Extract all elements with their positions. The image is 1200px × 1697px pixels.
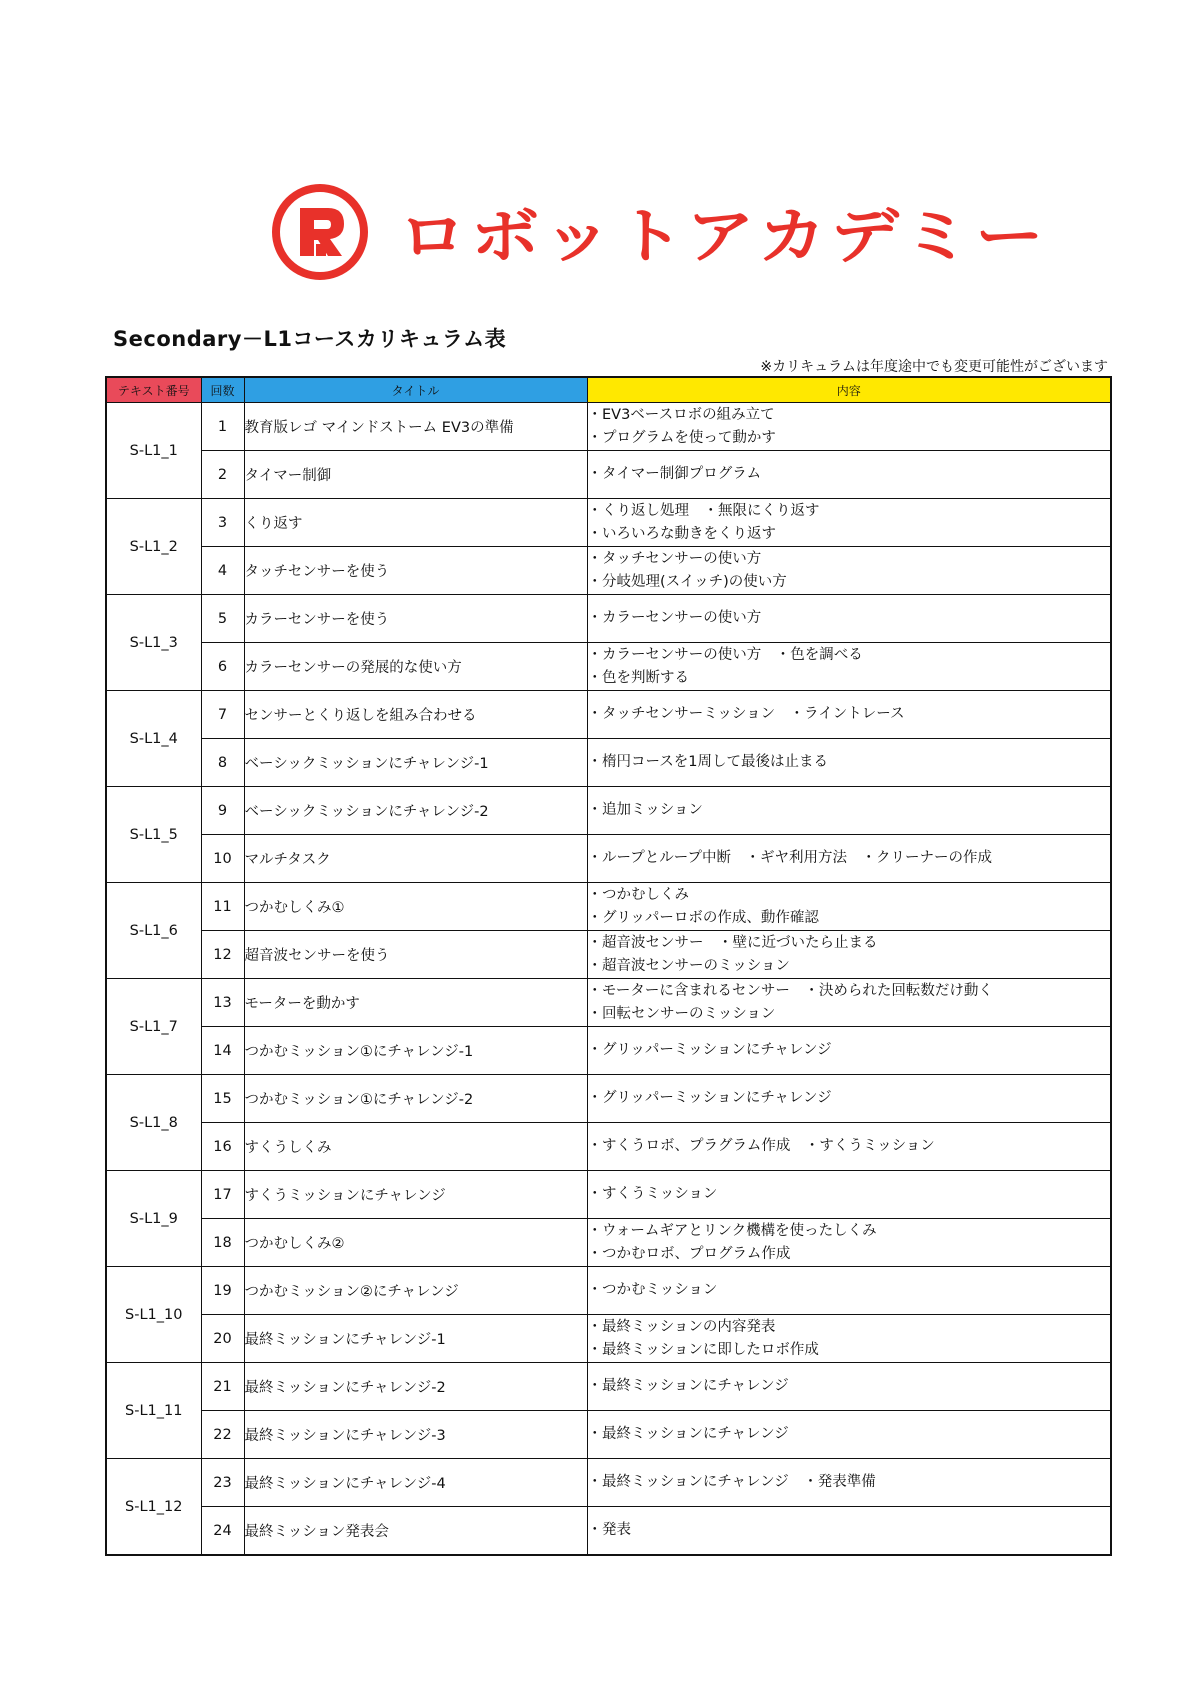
lesson-number-cell: 5 <box>201 595 244 643</box>
lesson-content-cell <box>587 403 1111 451</box>
table-row <box>106 595 1111 643</box>
lesson-content-cell <box>587 451 1111 499</box>
content-line: ・つかむロボ、プログラム作成 <box>587 1245 791 1262</box>
lesson-content-cell <box>587 595 1111 643</box>
lesson-content-cell <box>587 499 1111 547</box>
lesson-number-cell: 13 <box>201 979 244 1027</box>
content-line: ・グリッパーミッションにチャレンジ <box>587 1090 832 1106</box>
text-number-cell: S-L1_7 <box>106 979 201 1075</box>
lesson-content-cell <box>587 835 1111 883</box>
text-number-cell: S-L1_12 <box>106 1459 201 1556</box>
content-line: ・最終ミッションに即したロボ作成 <box>587 1341 819 1358</box>
table-row <box>106 403 1111 451</box>
page-title: Secondary－L1コースカリキュラム表 <box>113 327 507 351</box>
lesson-content-cell <box>587 1267 1111 1315</box>
table-row <box>106 787 1111 835</box>
lesson-title-cell: 最終ミッションにチャレンジ-3 <box>244 1411 587 1459</box>
lesson-number-cell: 20 <box>201 1315 244 1363</box>
table-row <box>106 1507 1111 1556</box>
content-line: ・すくうロボ、プラグラム作成 ・すくうミッション <box>587 1138 935 1154</box>
content-line: ・つかむしくみ <box>587 886 689 903</box>
lesson-title-cell: カラーセンサーの発展的な使い方 <box>244 643 587 691</box>
table-row <box>106 835 1111 883</box>
table-row <box>106 499 1111 547</box>
lesson-content-cell <box>587 883 1111 931</box>
text-number-cell: S-L1_1 <box>106 403 201 499</box>
table-row <box>106 643 1111 691</box>
lesson-number-cell: 2 <box>201 451 244 499</box>
lesson-number-cell: 9 <box>201 787 244 835</box>
lesson-content-cell <box>587 1123 1111 1171</box>
curriculum-note: ※カリキュラムは年度途中でも変更可能性がございます <box>760 359 1108 375</box>
table-row <box>106 1363 1111 1411</box>
content-line: ・くり返し処理 ・無限にくり返す <box>587 502 820 519</box>
lesson-title-cell: 最終ミッションにチャレンジ-2 <box>244 1363 587 1411</box>
table-row <box>106 1075 1111 1123</box>
lesson-number-cell: 8 <box>201 739 244 787</box>
content-line: ・いろいろな動きをくり返す <box>587 525 776 542</box>
content-line: ・ウォームギアとリンク機構を使ったしくみ <box>587 1222 877 1239</box>
content-line: ・タッチセンサーミッション ・ライントレース <box>587 706 905 722</box>
lesson-number-cell: 1 <box>201 403 244 451</box>
table-row <box>106 883 1111 931</box>
text-number-cell: S-L1_11 <box>106 1363 201 1459</box>
content-line: ・回転センサーのミッション <box>587 1005 776 1022</box>
table-row <box>106 739 1111 787</box>
content-line: ・最終ミッションにチャレンジ <box>587 1378 789 1394</box>
text-number-cell: S-L1_10 <box>106 1267 201 1363</box>
content-line: ・つかむミッション <box>587 1282 718 1298</box>
header-content: 内容 <box>587 377 1111 403</box>
lesson-title-cell: 最終ミッションにチャレンジ-1 <box>244 1315 587 1363</box>
lesson-content-cell <box>587 1315 1111 1363</box>
content-line: ・最終ミッションの内容発表 <box>587 1318 776 1335</box>
lesson-title-cell: マルチタスク <box>244 835 587 883</box>
content-line: ・モーターに含まれるセンサー ・決められた回転数だけ動く <box>587 982 993 999</box>
lesson-content-cell <box>587 1363 1111 1411</box>
table-row <box>106 1123 1111 1171</box>
table-row <box>106 1219 1111 1267</box>
content-line: ・プログラムを使って動かす <box>587 429 776 446</box>
lesson-title-cell: センサーとくり返しを組み合わせる <box>244 691 587 739</box>
table-row <box>106 1315 1111 1363</box>
lesson-content-cell <box>587 1459 1111 1507</box>
lesson-content-cell <box>587 1219 1111 1267</box>
table-row <box>106 1459 1111 1507</box>
lesson-number-cell: 15 <box>201 1075 244 1123</box>
lesson-title-cell: すくうミッションにチャレンジ <box>244 1171 587 1219</box>
content-line: ・色を判断する <box>587 669 689 686</box>
table-row <box>106 451 1111 499</box>
table-row <box>106 1027 1111 1075</box>
lesson-title-cell: くり返す <box>244 499 587 547</box>
lesson-number-cell: 22 <box>201 1411 244 1459</box>
lesson-title-cell: 教育版レゴ マインドストーム EV3の準備 <box>244 403 587 451</box>
brand-logo <box>270 182 1048 282</box>
content-line: ・最終ミッションにチャレンジ ・発表準備 <box>587 1474 876 1490</box>
lesson-title-cell: 超音波センサーを使う <box>244 931 587 979</box>
header-title: タイトル <box>244 377 587 403</box>
content-line: ・分岐処理(スイッチ)の使い方 <box>587 573 787 590</box>
lesson-number-cell: 6 <box>201 643 244 691</box>
lesson-number-cell: 4 <box>201 547 244 595</box>
lesson-content-cell <box>587 691 1111 739</box>
table-row <box>106 547 1111 595</box>
lesson-number-cell: 18 <box>201 1219 244 1267</box>
lesson-title-cell: つかむミッション①にチャレンジ-1 <box>244 1027 587 1075</box>
table-header-row <box>106 377 1111 403</box>
content-line: ・発表 <box>587 1522 631 1538</box>
text-number-cell: S-L1_5 <box>106 787 201 883</box>
content-line: ・超音波センサーのミッション <box>587 957 790 974</box>
lesson-number-cell: 24 <box>201 1507 244 1556</box>
lesson-title-cell: モーターを動かす <box>244 979 587 1027</box>
lesson-title-cell: つかむミッション①にチャレンジ-2 <box>244 1075 587 1123</box>
text-number-cell: S-L1_3 <box>106 595 201 691</box>
table-row <box>106 691 1111 739</box>
content-line: ・EV3ベースロボの組み立て <box>587 406 775 423</box>
lesson-number-cell: 7 <box>201 691 244 739</box>
curriculum-table <box>105 376 1112 1556</box>
lesson-content-cell <box>587 1027 1111 1075</box>
lesson-title-cell: つかむしくみ② <box>244 1219 587 1267</box>
lesson-number-cell: 21 <box>201 1363 244 1411</box>
lesson-title-cell: すくうしくみ <box>244 1123 587 1171</box>
robot-academy-logo-icon <box>270 182 370 282</box>
lesson-number-cell: 19 <box>201 1267 244 1315</box>
text-number-cell: S-L1_9 <box>106 1171 201 1267</box>
table-row <box>106 931 1111 979</box>
lesson-number-cell: 23 <box>201 1459 244 1507</box>
lesson-content-cell <box>587 1507 1111 1556</box>
lesson-title-cell: カラーセンサーを使う <box>244 595 587 643</box>
content-line: ・カラーセンサーの使い方 ・色を調べる <box>587 646 863 663</box>
text-number-cell: S-L1_6 <box>106 883 201 979</box>
content-line: ・追加ミッション <box>587 802 703 818</box>
lesson-title-cell: つかむしくみ① <box>244 883 587 931</box>
lesson-number-cell: 12 <box>201 931 244 979</box>
text-number-cell: S-L1_2 <box>106 499 201 595</box>
content-line: ・すくうミッション <box>587 1186 718 1202</box>
table-row <box>106 1411 1111 1459</box>
lesson-content-cell <box>587 1411 1111 1459</box>
lesson-number-cell: 17 <box>201 1171 244 1219</box>
lesson-number-cell: 16 <box>201 1123 244 1171</box>
lesson-title-cell: タイマー制御 <box>244 451 587 499</box>
content-line: ・タイマー制御プログラム <box>587 466 762 482</box>
content-line: ・最終ミッションにチャレンジ <box>587 1426 789 1442</box>
lesson-title-cell: つかむミッション②にチャレンジ <box>244 1267 587 1315</box>
table-row <box>106 1171 1111 1219</box>
content-line: ・タッチセンサーの使い方 <box>587 550 762 567</box>
content-line: ・カラーセンサーの使い方 <box>587 610 762 626</box>
lesson-content-cell <box>587 1171 1111 1219</box>
lesson-content-cell <box>587 787 1111 835</box>
lesson-title-cell: タッチセンサーを使う <box>244 547 587 595</box>
lesson-number-cell: 3 <box>201 499 244 547</box>
lesson-title-cell: 最終ミッション発表会 <box>244 1507 587 1556</box>
lesson-number-cell: 14 <box>201 1027 244 1075</box>
lesson-content-cell <box>587 643 1111 691</box>
lesson-number-cell: 10 <box>201 835 244 883</box>
header-text-number: テキスト番号 <box>106 377 201 403</box>
lesson-title-cell: ベーシックミッションにチャレンジ-1 <box>244 739 587 787</box>
content-line: ・グリッパーロボの作成、動作確認 <box>587 909 819 926</box>
brand-name: ロボットアカデミー <box>398 202 1048 272</box>
content-line: ・超音波センサー ・壁に近づいたら止まる <box>587 934 878 951</box>
content-line: ・ループとループ中断 ・ギヤ利用方法 ・クリーナーの作成 <box>587 850 993 866</box>
content-line: ・楕円コースを1周して最後は止まる <box>587 754 828 770</box>
lesson-title-cell: 最終ミッションにチャレンジ-4 <box>244 1459 587 1507</box>
text-number-cell: S-L1_4 <box>106 691 201 787</box>
lesson-content-cell <box>587 931 1111 979</box>
lesson-number-cell: 11 <box>201 883 244 931</box>
curriculum-body <box>106 403 1111 1556</box>
lesson-content-cell <box>587 1075 1111 1123</box>
lesson-content-cell <box>587 979 1111 1027</box>
header-count: 回数 <box>201 377 244 403</box>
content-line: ・グリッパーミッションにチャレンジ <box>587 1042 832 1058</box>
lesson-title-cell: ベーシックミッションにチャレンジ-2 <box>244 787 587 835</box>
table-row <box>106 1267 1111 1315</box>
table-row <box>106 979 1111 1027</box>
lesson-content-cell <box>587 547 1111 595</box>
lesson-content-cell <box>587 739 1111 787</box>
text-number-cell: S-L1_8 <box>106 1075 201 1171</box>
